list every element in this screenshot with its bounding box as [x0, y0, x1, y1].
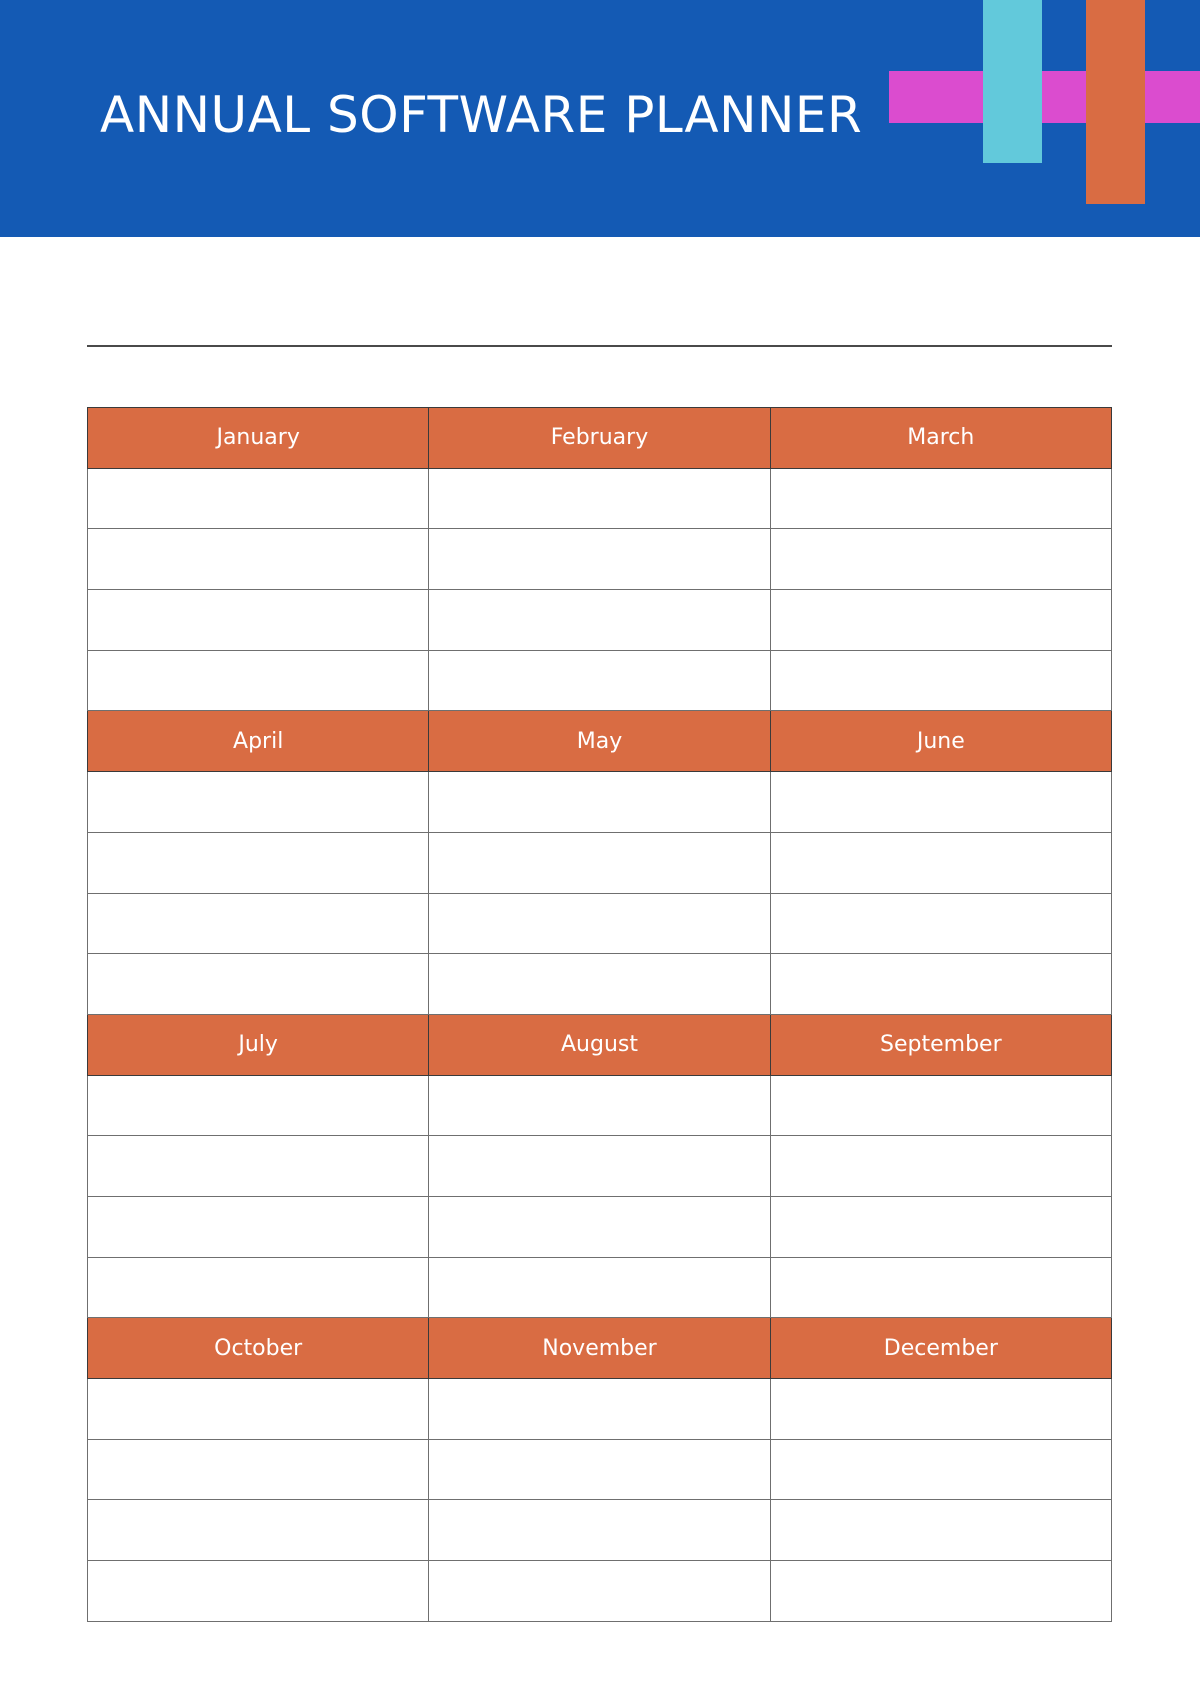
- entry-cell[interactable]: [429, 1257, 770, 1318]
- entry-cell[interactable]: [770, 954, 1111, 1015]
- month-header-december: December: [770, 1318, 1111, 1379]
- entry-row: [88, 1075, 1112, 1136]
- entry-row: [88, 590, 1112, 651]
- entry-cell[interactable]: [88, 1196, 429, 1257]
- entry-cell[interactable]: [429, 772, 770, 833]
- entry-row: [88, 954, 1112, 1015]
- entry-cell[interactable]: [88, 529, 429, 590]
- entry-row: [88, 1561, 1112, 1622]
- entry-cell[interactable]: [770, 772, 1111, 833]
- entry-row: [88, 1136, 1112, 1197]
- entry-cell[interactable]: [770, 1439, 1111, 1500]
- entry-cell[interactable]: [88, 1500, 429, 1561]
- entry-row: [88, 893, 1112, 954]
- entry-row: [88, 772, 1112, 833]
- entry-cell[interactable]: [429, 590, 770, 651]
- entry-cell[interactable]: [429, 1379, 770, 1440]
- entry-row: [88, 468, 1112, 529]
- entry-row: [88, 832, 1112, 893]
- entry-cell[interactable]: [88, 650, 429, 711]
- entry-cell[interactable]: [770, 529, 1111, 590]
- entry-cell[interactable]: [770, 1561, 1111, 1622]
- entry-cell[interactable]: [770, 1196, 1111, 1257]
- month-header-row: [88, 711, 1112, 772]
- entry-cell[interactable]: [88, 893, 429, 954]
- entry-cell[interactable]: [88, 954, 429, 1015]
- month-header-october: October: [88, 1318, 429, 1379]
- entry-cell[interactable]: [770, 590, 1111, 651]
- month-header-march: March: [770, 408, 1111, 469]
- entry-cell[interactable]: [88, 1075, 429, 1136]
- entry-cell[interactable]: [88, 590, 429, 651]
- entry-cell[interactable]: [429, 1075, 770, 1136]
- entry-cell[interactable]: [429, 832, 770, 893]
- month-header-january: January: [88, 408, 429, 469]
- entry-cell[interactable]: [88, 832, 429, 893]
- month-header-november: November: [429, 1318, 770, 1379]
- entry-cell[interactable]: [429, 893, 770, 954]
- month-header-row: [88, 408, 1112, 469]
- entry-cell[interactable]: [770, 893, 1111, 954]
- entry-cell[interactable]: [88, 1136, 429, 1197]
- month-header-may: May: [429, 711, 770, 772]
- entry-row: [88, 1379, 1112, 1440]
- entry-cell[interactable]: [88, 1379, 429, 1440]
- month-header-row: [88, 1014, 1112, 1075]
- entry-cell[interactable]: [429, 468, 770, 529]
- entry-row: [88, 1196, 1112, 1257]
- entry-cell[interactable]: [88, 1439, 429, 1500]
- entry-cell[interactable]: [770, 650, 1111, 711]
- entry-cell[interactable]: [770, 1379, 1111, 1440]
- month-header-row: [88, 1318, 1112, 1379]
- entry-cell[interactable]: [88, 468, 429, 529]
- month-header-july: July: [88, 1014, 429, 1075]
- entry-cell[interactable]: [88, 1561, 429, 1622]
- month-header-february: February: [429, 408, 770, 469]
- entry-cell[interactable]: [429, 954, 770, 1015]
- page-title: ANNUAL SOFTWARE PLANNER: [100, 86, 863, 144]
- entry-cell[interactable]: [429, 650, 770, 711]
- month-header-april: April: [88, 711, 429, 772]
- month-header-september: September: [770, 1014, 1111, 1075]
- entry-cell[interactable]: [88, 772, 429, 833]
- entry-row: [88, 1257, 1112, 1318]
- entry-row: [88, 650, 1112, 711]
- month-header-august: August: [429, 1014, 770, 1075]
- decorative-orange-bar: [1086, 0, 1145, 204]
- entry-cell[interactable]: [770, 1075, 1111, 1136]
- entry-cell[interactable]: [770, 1257, 1111, 1318]
- entry-row: [88, 1500, 1112, 1561]
- entry-cell[interactable]: [429, 1561, 770, 1622]
- name-line: [87, 345, 1112, 347]
- decorative-magenta-bar: [889, 71, 1200, 123]
- planner-table: [87, 407, 1112, 1622]
- decorative-cyan-bar: [983, 0, 1042, 163]
- entry-cell[interactable]: [429, 1196, 770, 1257]
- month-header-june: June: [770, 711, 1111, 772]
- entry-cell[interactable]: [88, 1257, 429, 1318]
- entry-row: [88, 1439, 1112, 1500]
- entry-cell[interactable]: [429, 1500, 770, 1561]
- entry-cell[interactable]: [770, 468, 1111, 529]
- entry-cell[interactable]: [429, 1439, 770, 1500]
- entry-cell[interactable]: [770, 1136, 1111, 1197]
- entry-cell[interactable]: [770, 1500, 1111, 1561]
- entry-cell[interactable]: [429, 1136, 770, 1197]
- entry-row: [88, 529, 1112, 590]
- entry-cell[interactable]: [429, 529, 770, 590]
- entry-cell[interactable]: [770, 832, 1111, 893]
- header-band: [0, 0, 1200, 237]
